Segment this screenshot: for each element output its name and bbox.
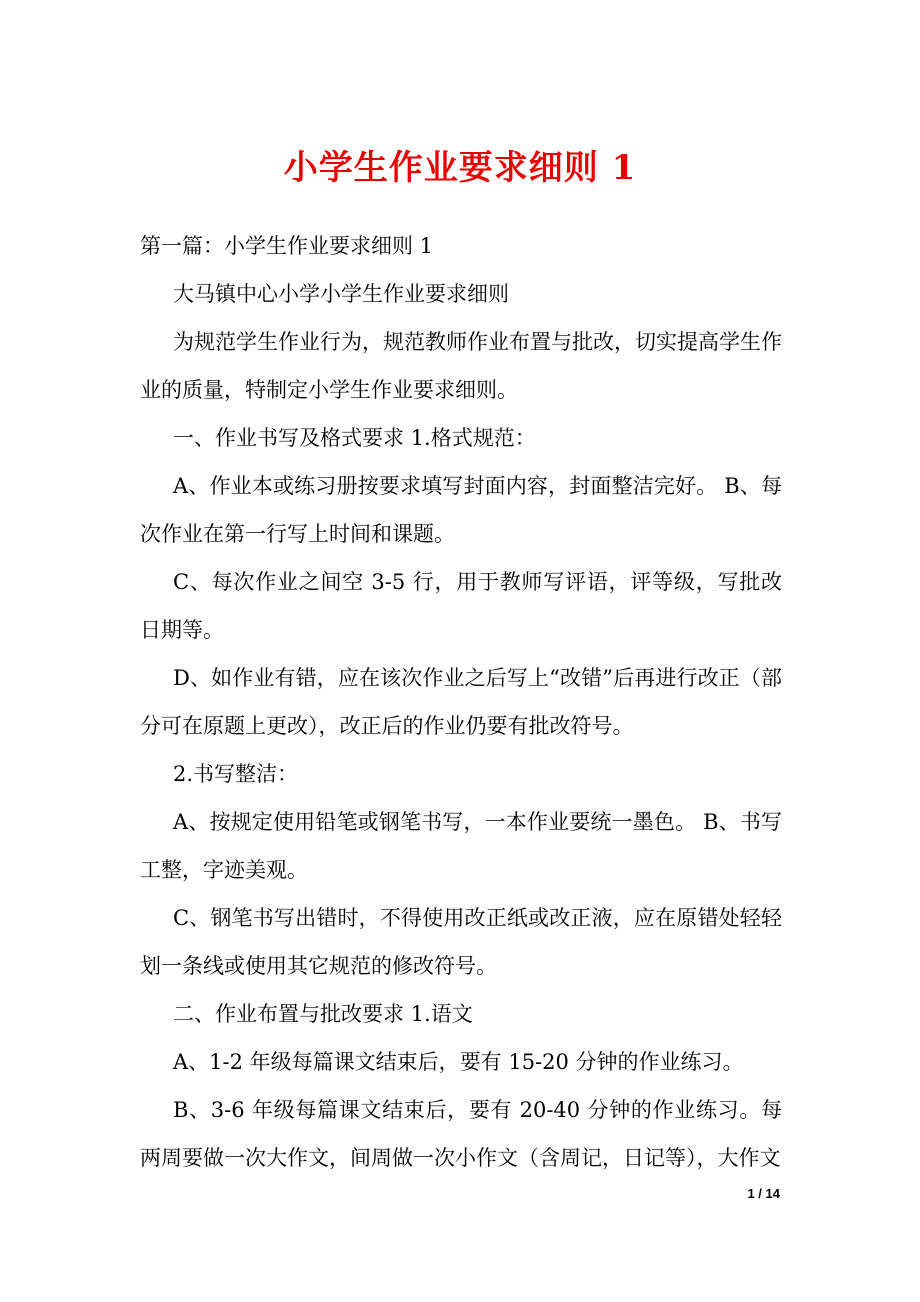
section-heading: 第一篇：小学生作业要求细则 1 xyxy=(140,234,434,258)
paragraph: 为规范学生作业行为，规范教师作业布置与批改，切实提高学生作业的质量，特制定小学生作业要求细则。 xyxy=(140,330,782,402)
page-number: 1 / 14 xyxy=(747,1186,780,1201)
paragraph: 2.书写整洁： xyxy=(173,762,299,786)
paragraph: A、按规定使用铅笔或钢笔书写，一本作业要统一墨色。 B、书写工整，字迹美观。 xyxy=(140,810,782,882)
document-title: 小学生作业要求细则 1 xyxy=(283,148,637,188)
paragraph: 二、作业布置与批改要求 1.语文 xyxy=(173,1002,473,1026)
paragraph: B、3-6 年级每篇课文结束后，要有 20-40 分钟的作业练习。每两周要做一次大作文，间周做一次小作文（含周记，日记等），大作文 xyxy=(140,1098,782,1170)
paragraph: C、钢笔书写出错时，不得使用改正纸或改正液，应在原错处轻轻划一条线或使用其它规范的修改符号。 xyxy=(140,906,782,978)
paragraph: C、每次作业之间空 3-5 行，用于教师写评语，评等级，写批改日期等。 xyxy=(140,570,782,642)
paragraph: A、1-2 年级每篇课文结束后，要有 15-20 分钟的作业练习。 xyxy=(173,1050,744,1074)
paragraph: 一、作业书写及格式要求 1.格式规范： xyxy=(173,426,536,450)
document-body xyxy=(140,222,782,1182)
paragraph: D、如作业有错，应在该次作业之后写上“改错”后再进行改正（部分可在原题上更改），改正后的作业仍要有批改符号。 xyxy=(140,666,782,738)
paragraph: 大马镇中心小学小学生作业要求细则 xyxy=(173,282,509,306)
paragraph: A、作业本或练习册按要求填写封面内容，封面整洁完好。 B、每次作业在第一行写上时间和课题。 xyxy=(140,474,782,546)
